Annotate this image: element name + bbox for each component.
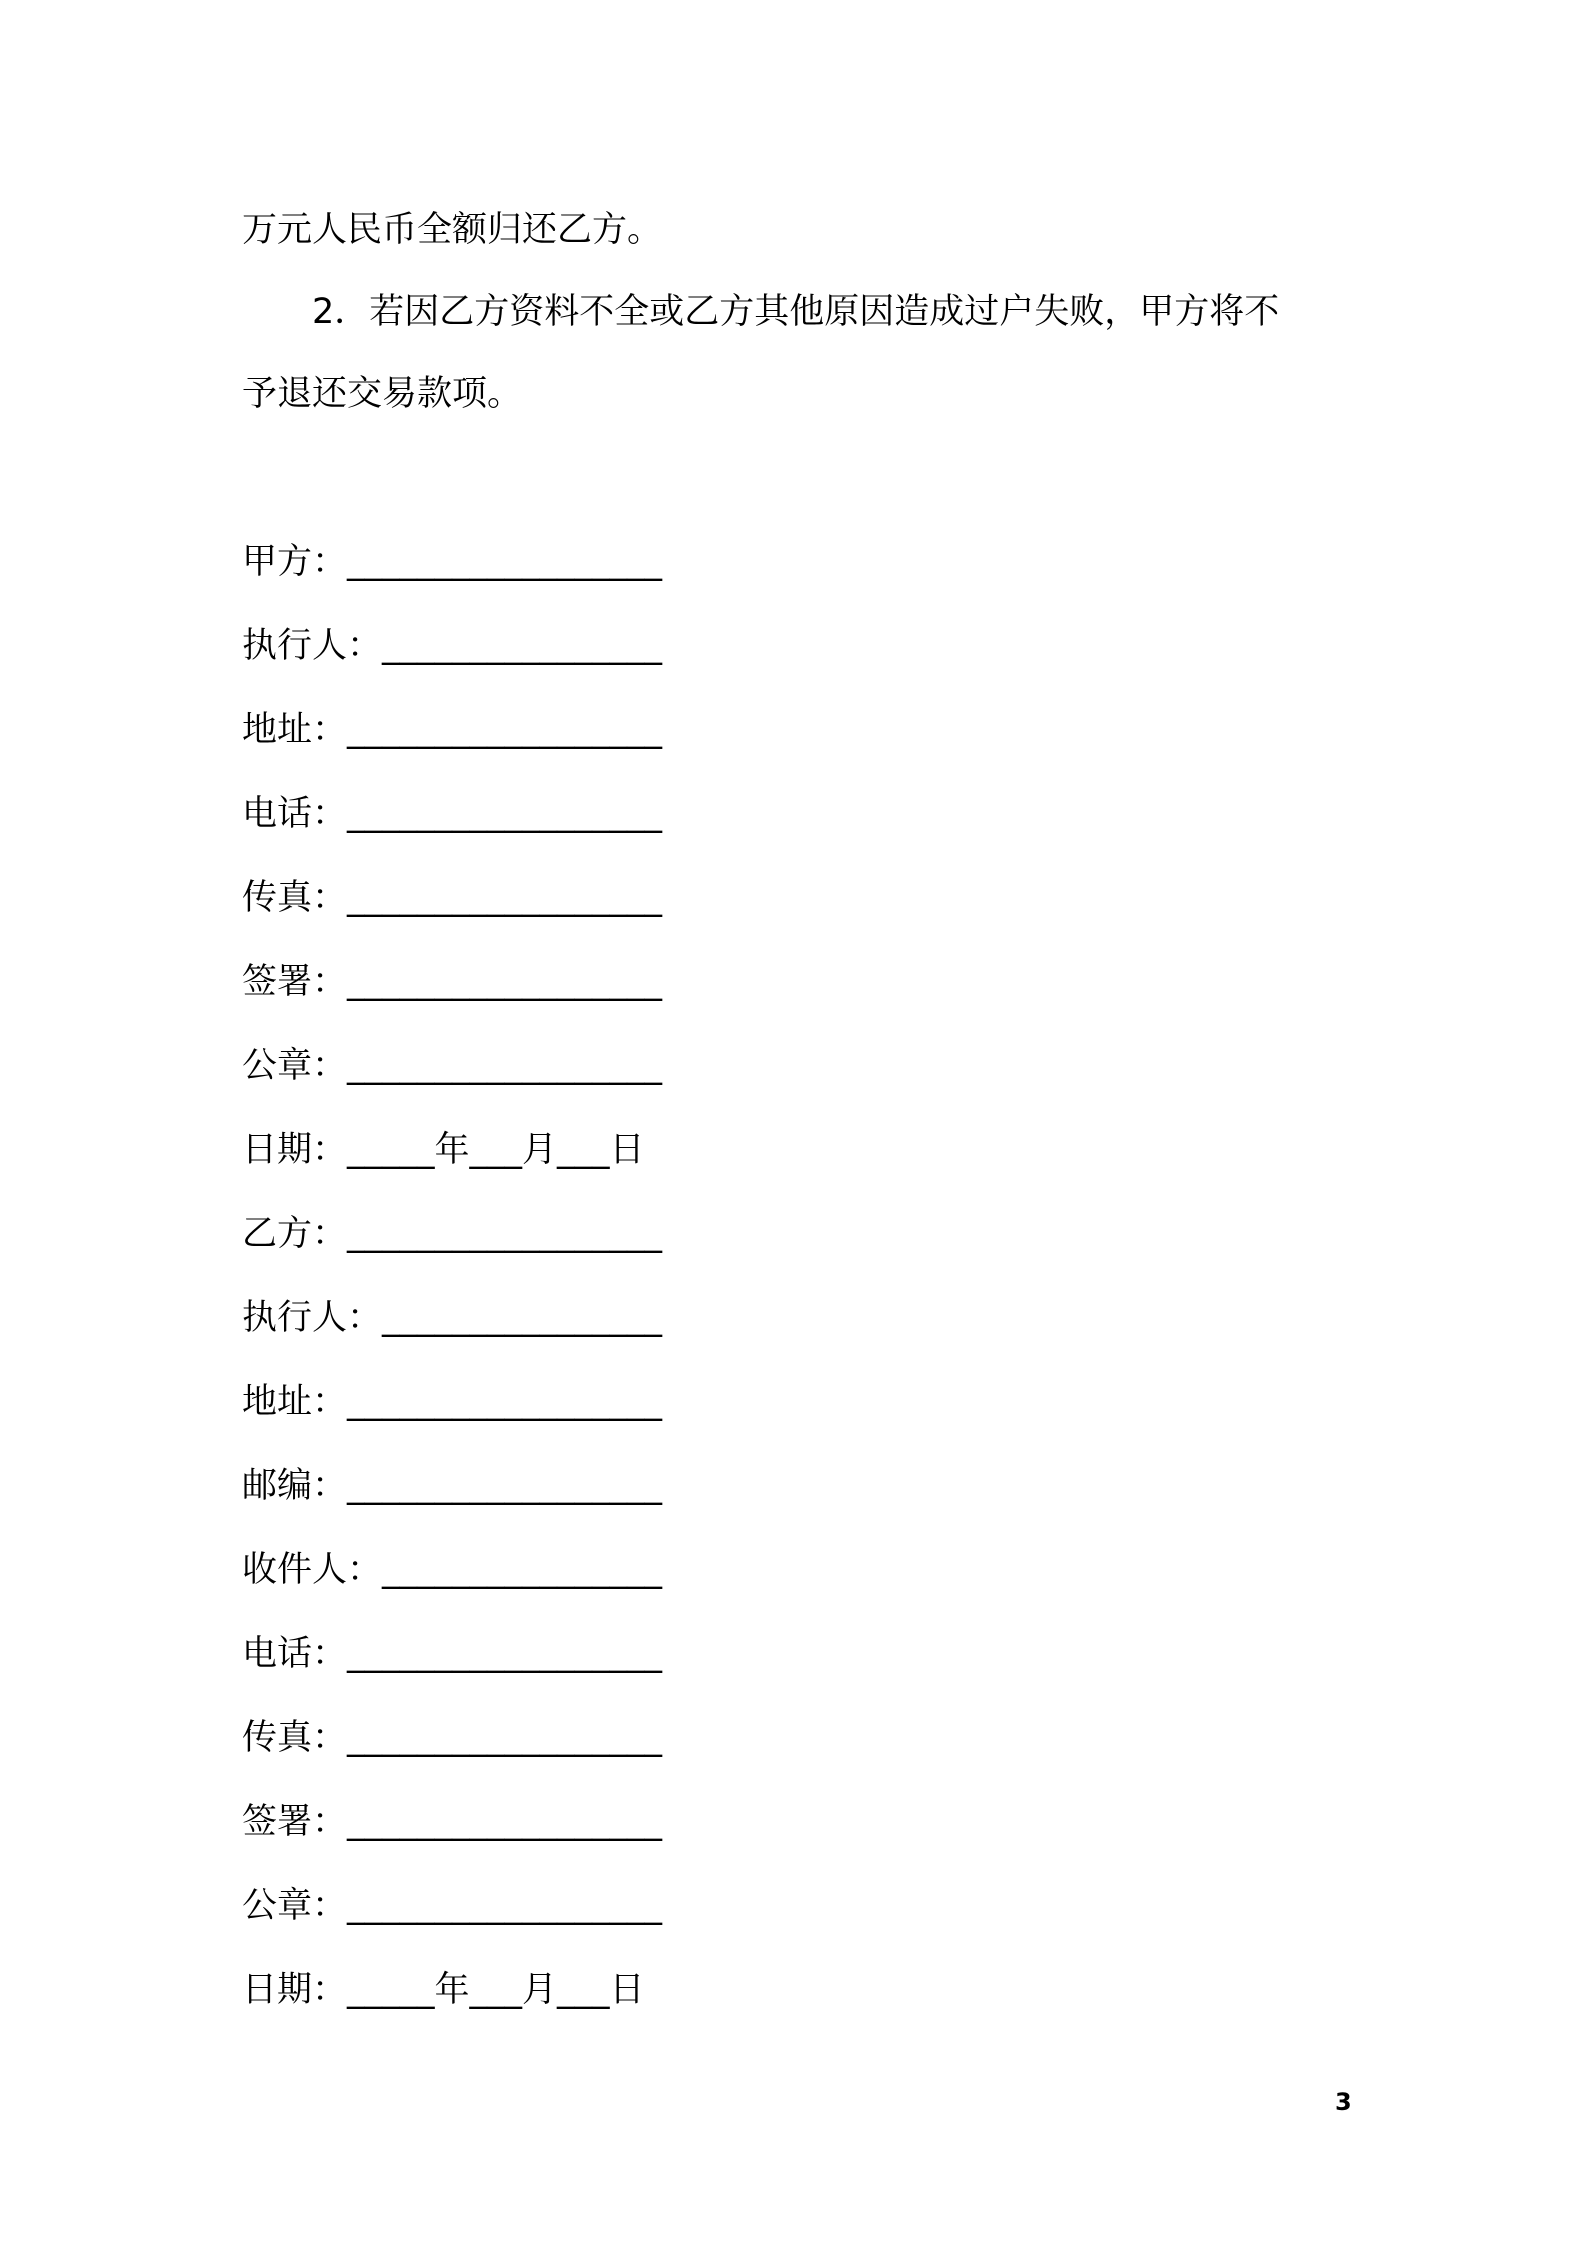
fill-in-blank: __________________: [347, 1886, 663, 1926]
fill-in-blank: __________________: [347, 794, 663, 834]
party-b-row: [242, 1360, 1242, 1444]
field-label: 地址：: [242, 710, 348, 750]
field-label: 甲方：: [242, 542, 348, 582]
paragraph-line-3: 予退还交易款项。: [242, 374, 523, 414]
fill-in-blank: __________________: [347, 1382, 663, 1422]
fill-in-blank: _____年___月___日: [347, 1970, 645, 2010]
fill-in-blank: __________________: [347, 1046, 663, 1086]
party-a-row: [242, 856, 1242, 940]
party-b-row: [242, 1780, 1242, 1864]
field-label: 日期：: [242, 1130, 348, 1170]
field-label: 收件人：: [242, 1550, 383, 1590]
party-a-row: [242, 520, 1242, 604]
fill-in-blank: __________________: [347, 542, 663, 582]
party-b-row: [242, 1276, 1242, 1360]
fill-in-blank: __________________: [347, 1634, 663, 1674]
field-label: 执行人：: [242, 1298, 383, 1338]
fill-in-blank: __________________: [347, 710, 663, 750]
party-b-section: [242, 1192, 1242, 2032]
fill-in-blank: ________________: [382, 1298, 663, 1338]
party-a-section: [242, 520, 1242, 1192]
fill-in-blank: ________________: [382, 626, 663, 666]
party-a-row: [242, 1108, 1242, 1192]
fill-in-blank: __________________: [347, 962, 663, 1002]
party-a-row: [242, 688, 1242, 772]
field-label: 签署：: [242, 962, 348, 1002]
field-label: 日期：: [242, 1970, 348, 2010]
party-b-row: [242, 1696, 1242, 1780]
field-label: 传真：: [242, 878, 348, 918]
paragraph-line-1: 万元人民币全额归还乙方。: [242, 210, 663, 250]
field-label: 公章：: [242, 1046, 348, 1086]
fill-in-blank: __________________: [347, 1718, 663, 1758]
fill-in-blank: ________________: [382, 1550, 663, 1590]
party-b-row: [242, 1864, 1242, 1948]
field-label: 乙方：: [242, 1214, 348, 1254]
field-label: 签署：: [242, 1802, 348, 1842]
paragraph-line-2: 2．若因乙方资料不全或乙方其他原因造成过户失败，甲方将不: [242, 292, 1280, 332]
party-b-row: [242, 1948, 1242, 2032]
party-a-row: [242, 1024, 1242, 1108]
fill-in-blank: __________________: [347, 1802, 663, 1842]
signature-block: [242, 520, 1242, 2032]
party-b-row: [242, 1192, 1242, 1276]
party-b-row: [242, 1612, 1242, 1696]
party-b-row: [242, 1528, 1242, 1612]
field-label: 电话：: [242, 1634, 348, 1674]
fill-in-blank: _____年___月___日: [347, 1130, 645, 1170]
party-b-row: [242, 1444, 1242, 1528]
field-label: 邮编：: [242, 1466, 348, 1506]
party-a-row: [242, 772, 1242, 856]
field-label: 传真：: [242, 1718, 348, 1758]
field-label: 地址：: [242, 1382, 348, 1422]
party-a-row: [242, 940, 1242, 1024]
field-label: 电话：: [242, 794, 348, 834]
fill-in-blank: __________________: [347, 1466, 663, 1506]
fill-in-blank: __________________: [347, 878, 663, 918]
page-number: 3: [1335, 2088, 1352, 2116]
field-label: 执行人：: [242, 626, 383, 666]
field-label: 公章：: [242, 1886, 348, 1926]
fill-in-blank: __________________: [347, 1214, 663, 1254]
party-a-row: [242, 604, 1242, 688]
